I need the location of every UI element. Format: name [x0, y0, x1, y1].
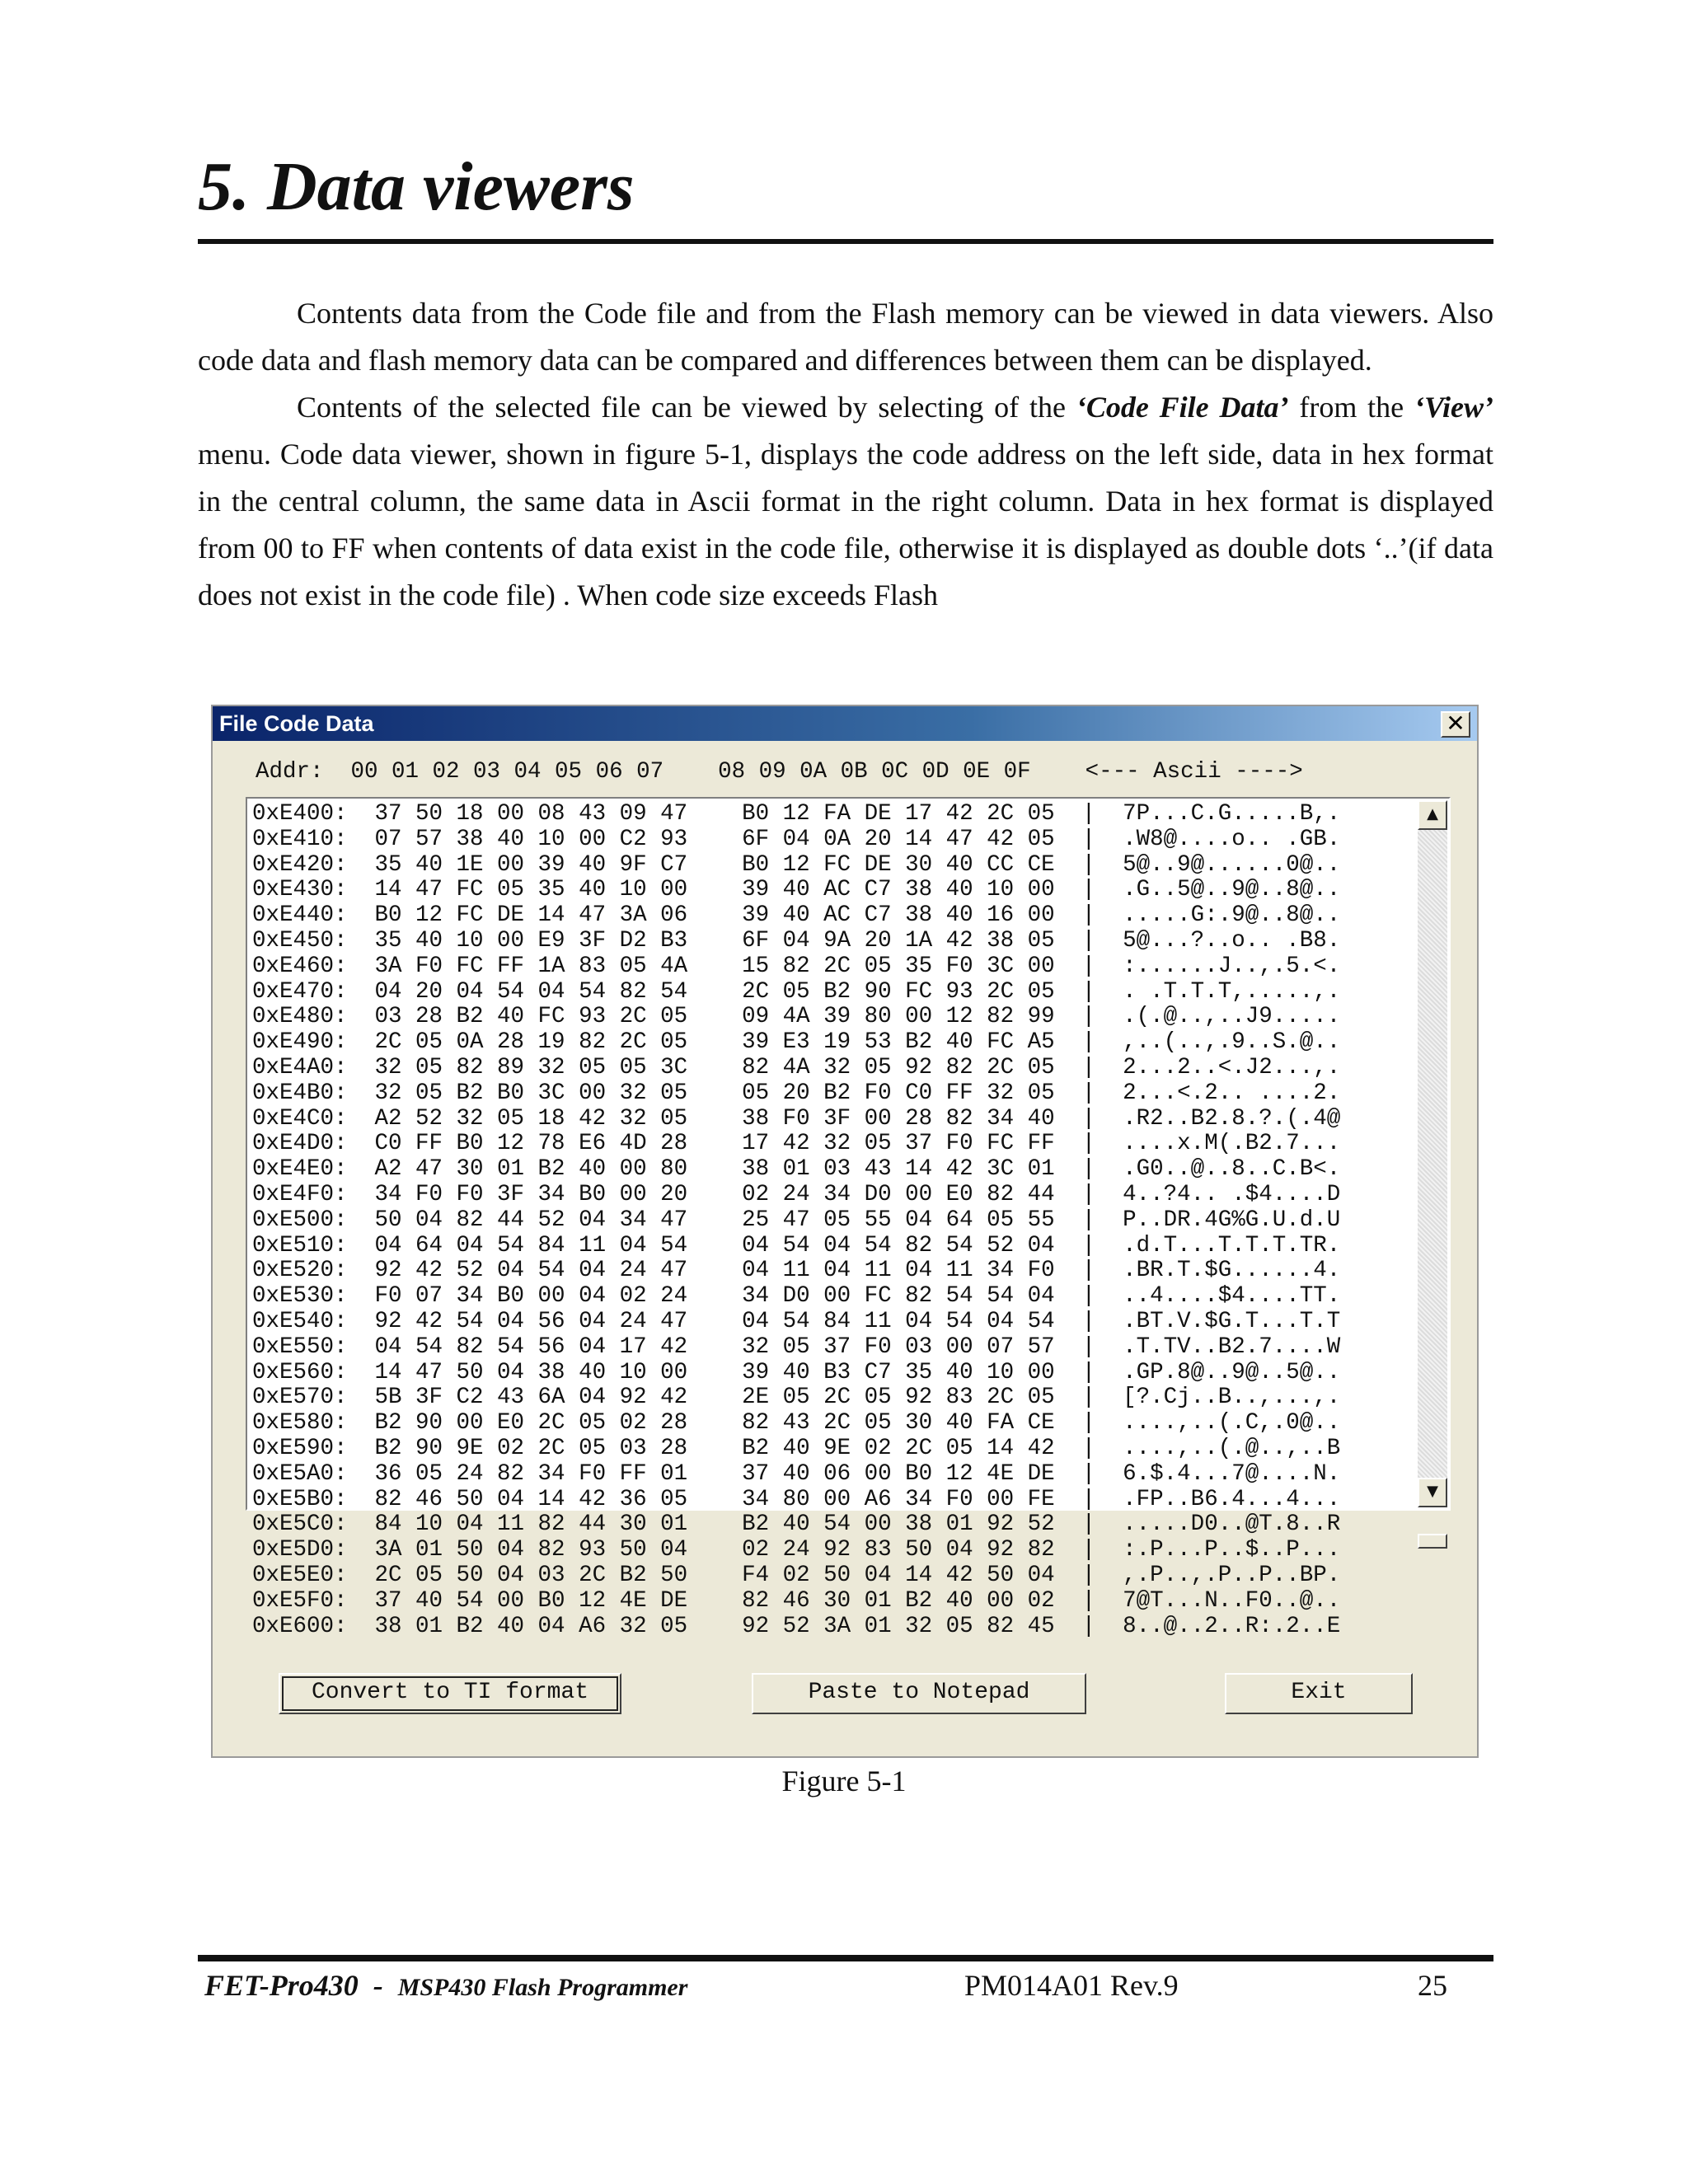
data-row[interactable]: 0xE5F0: 37 40 54 00 B0 12 4E DE 82 46 30 01 B2 40 00 02 | 7@T...N..F0..@..: [252, 1587, 1341, 1614]
arrow-down-icon: ▼: [1427, 1483, 1438, 1500]
section-heading: 5. Data viewers: [198, 148, 635, 225]
heading-rule: [198, 239, 1493, 244]
data-row[interactable]: 0xE5B0: 82 46 50 04 14 42 36 05 34 80 00 A6 34 F0 00 FE | .FP..B6.4...4...: [252, 1486, 1341, 1512]
data-row[interactable]: 0xE4A0: 32 05 82 89 32 05 05 3C 82 4A 32 05 92 82 2C 05 | 2...2..<.J2...,.: [252, 1054, 1341, 1080]
data-row[interactable]: 0xE4D0: C0 FF B0 12 78 E6 4D 28 17 42 32 05 37 F0 FC FF | ....x.M(.B2.7...: [252, 1131, 1341, 1157]
scroll-up-button[interactable]: [1418, 800, 1447, 830]
data-row[interactable]: 0xE550: 04 54 82 54 56 04 17 42 32 05 37 F0 03 00 07 57 | .T.TV..B2.7....W: [252, 1333, 1341, 1360]
code-file-data-term: ‘Code File Data’: [1076, 391, 1289, 424]
data-row[interactable]: 0xE510: 04 64 04 54 84 11 04 54 04 54 04 54 82 54 52 04 | .d.T...T.T.T.TR.: [252, 1232, 1341, 1258]
data-row[interactable]: 0xE420: 35 40 1E 00 39 40 9F C7 B0 12 FC DE 30 40 CC CE | 5@..9@......0@..: [252, 851, 1341, 878]
title-bar[interactable]: [213, 706, 1477, 741]
file-code-data-window: [211, 705, 1479, 1758]
hex-data-list[interactable]: [246, 797, 1451, 1639]
convert-to-ti-format-button[interactable]: Convert to TI format: [279, 1673, 621, 1714]
data-row[interactable]: 0xE580: B2 90 00 E0 2C 05 02 28 82 43 2C 05 30 40 FA CE | ....,..(.C,.0@..: [252, 1410, 1341, 1436]
data-row[interactable]: 0xE5E0: 2C 05 50 04 03 2C B2 50 F4 02 50 04 14 42 50 04 | ,.P..,.P..P..BP.: [252, 1562, 1341, 1588]
scroll-down-button[interactable]: [1418, 1478, 1447, 1507]
close-button[interactable]: [1441, 711, 1470, 738]
data-row[interactable]: 0xE480: 03 28 B2 40 FC 93 2C 05 09 4A 39 80 00 12 82 99 | .(.@..,..J9.....: [252, 1004, 1341, 1030]
body-text: [198, 290, 1493, 619]
arrow-up-icon: ▲: [1427, 805, 1438, 823]
view-menu-term: ‘View’: [1414, 391, 1493, 424]
data-row[interactable]: 0xE540: 92 42 54 04 56 04 24 47 04 54 84 11 04 54 04 54 | .BT.V.$G.T...T.T: [252, 1308, 1341, 1334]
data-row[interactable]: 0xE590: B2 90 9E 02 2C 05 03 28 B2 40 9E 02 2C 05 14 42 | ....,..(.@..,..B: [252, 1435, 1341, 1461]
paragraph-1: Contents data from the Code file and from the Flash memory can be viewed in data viewers. Also code data and flash memory data can be compared and differences between them can be displayed.: [198, 297, 1493, 377]
data-row[interactable]: 0xE410: 07 57 38 40 10 00 C2 93 6F 04 0A 20 14 47 42 05 | .W8@....o.. .GB.: [252, 826, 1341, 852]
page-number: 25: [1418, 1969, 1447, 2002]
data-row[interactable]: 0xE490: 2C 05 0A 28 19 82 2C 05 39 E3 19 53 B2 40 FC A5 | ,..(..,.9..S.@..: [252, 1029, 1341, 1056]
scroll-thumb[interactable]: [1418, 1534, 1447, 1549]
data-row[interactable]: 0xE5C0: 84 10 04 11 82 44 30 01 B2 40 54 00 38 01 92 52 | .....D0..@T.8..R: [252, 1511, 1341, 1538]
footer-rule: [198, 1955, 1493, 1961]
data-row[interactable]: 0xE4B0: 32 05 B2 B0 3C 00 32 05 05 20 B2 F0 C0 FF 32 05 | 2...<.2.. ....2.: [252, 1080, 1341, 1106]
data-row[interactable]: 0xE560: 14 47 50 04 38 40 10 00 39 40 B3 C7 35 40 10 00 | .GP.8@..9@..5@..: [252, 1359, 1341, 1385]
data-row[interactable]: 0xE4E0: A2 47 30 01 B2 40 00 80 38 01 03 43 14 42 3C 01 | .G0..@..8..C.B<.: [252, 1156, 1341, 1183]
column-header: Addr: 00 01 02 03 04 05 06 07 08 09 0A 0B 0C 0D 0E 0F <--- Ascii ---->: [256, 759, 1303, 785]
data-row[interactable]: 0xE440: B0 12 FC DE 14 47 3A 06 39 40 AC C7 38 40 16 00 | .....G:.9@..8@..: [252, 902, 1341, 929]
data-row[interactable]: 0xE570: 5B 3F C2 43 6A 04 92 42 2E 05 2C 05 92 83 2C 05 | [?.Cj..B..,...,.: [252, 1385, 1341, 1411]
close-icon: ✕: [1446, 710, 1465, 737]
figure-caption: Figure 5-1: [781, 1765, 907, 1797]
paragraph-2-part2: from the: [1288, 391, 1414, 424]
vertical-scrollbar[interactable]: [1418, 800, 1447, 1507]
data-row[interactable]: 0xE530: F0 07 34 B0 00 04 02 24 34 D0 00 FC 82 54 54 04 | ..4....$4....TT.: [252, 1283, 1341, 1310]
data-row[interactable]: 0xE5D0: 3A 01 50 04 82 93 50 04 02 24 92 83 50 04 92 82 | :.P...P..$..P...: [252, 1537, 1341, 1563]
paragraph-2-part1: Contents of the selected file can be viewed by selecting of the: [297, 391, 1076, 424]
data-row[interactable]: 0xE400: 37 50 18 00 08 43 09 47 B0 12 FA DE 17 42 2C 05 | 7P...C.G.....B,.: [252, 801, 1341, 827]
hex-rows: [252, 802, 1340, 1639]
data-row[interactable]: 0xE460: 3A F0 FC FF 1A 83 05 4A 15 82 2C 05 35 F0 3C 00 | :......J..,.5.<.: [252, 953, 1341, 979]
footer-product-name: FET-Pro430 -: [204, 1969, 398, 2002]
footer-product: [204, 1968, 687, 2003]
data-row[interactable]: 0xE600: 38 01 B2 40 04 A6 32 05 92 52 3A 01 32 05 82 45 | 8..@..2..R:.2..E: [252, 1613, 1341, 1639]
paragraph-2-part3: menu. Code data viewer, shown in figure 5-1, displays the code address on the left side, data in hex format in the central column, the same data in Ascii format in the right column. Data in hex format is displayed from 00 to FF when contents of data exist in the code file, otherwise it is displayed as double dots ‘..’(if data does not exist in the code file) . When code size exceeds Flash: [198, 438, 1493, 612]
window-title: File Code Data: [219, 711, 374, 736]
data-row[interactable]: 0xE5A0: 36 05 24 82 34 F0 FF 01 37 40 06 00 B0 12 4E DE | 6.$.4...7@....N.: [252, 1460, 1341, 1487]
exit-button[interactable]: Exit: [1225, 1673, 1413, 1714]
data-row[interactable]: 0xE4F0: 34 F0 F0 3F 34 B0 00 20 02 24 34 D0 00 E0 82 44 | 4..?4.. .$4....D: [252, 1181, 1341, 1207]
data-row[interactable]: 0xE450: 35 40 10 00 E9 3F D2 B3 6F 04 9A 20 1A 42 38 05 | 5@...?..o.. .B8.: [252, 927, 1341, 954]
data-row[interactable]: 0xE500: 50 04 82 44 52 04 34 47 25 47 05 55 04 64 05 55 | P..DR.4G%G.U.d.U: [252, 1207, 1341, 1233]
paragraph-2: [198, 384, 1493, 619]
data-row[interactable]: 0xE430: 14 47 FC 05 35 40 10 00 39 40 AC C7 38 40 10 00 | .G..5@..9@..8@..: [252, 877, 1341, 903]
data-row[interactable]: 0xE470: 04 20 04 54 04 54 82 54 2C 05 B2 90 FC 93 2C 05 | . .T.T.T,.....,.: [252, 978, 1341, 1005]
footer-doc-id: PM014A01 Rev.9: [964, 1969, 1179, 2002]
paste-to-notepad-button[interactable]: Paste to Notepad: [752, 1673, 1086, 1714]
data-row[interactable]: 0xE520: 92 42 52 04 54 04 24 47 04 11 04 11 04 11 34 F0 | .BR.T.$G......4.: [252, 1258, 1341, 1284]
data-row[interactable]: 0xE4C0: A2 52 32 05 18 42 32 05 38 F0 3F 00 28 82 34 40 | .R2..B2.8.?.(.4@: [252, 1105, 1341, 1132]
footer-product-subtitle: MSP430 Flash Programmer: [397, 1974, 688, 2001]
